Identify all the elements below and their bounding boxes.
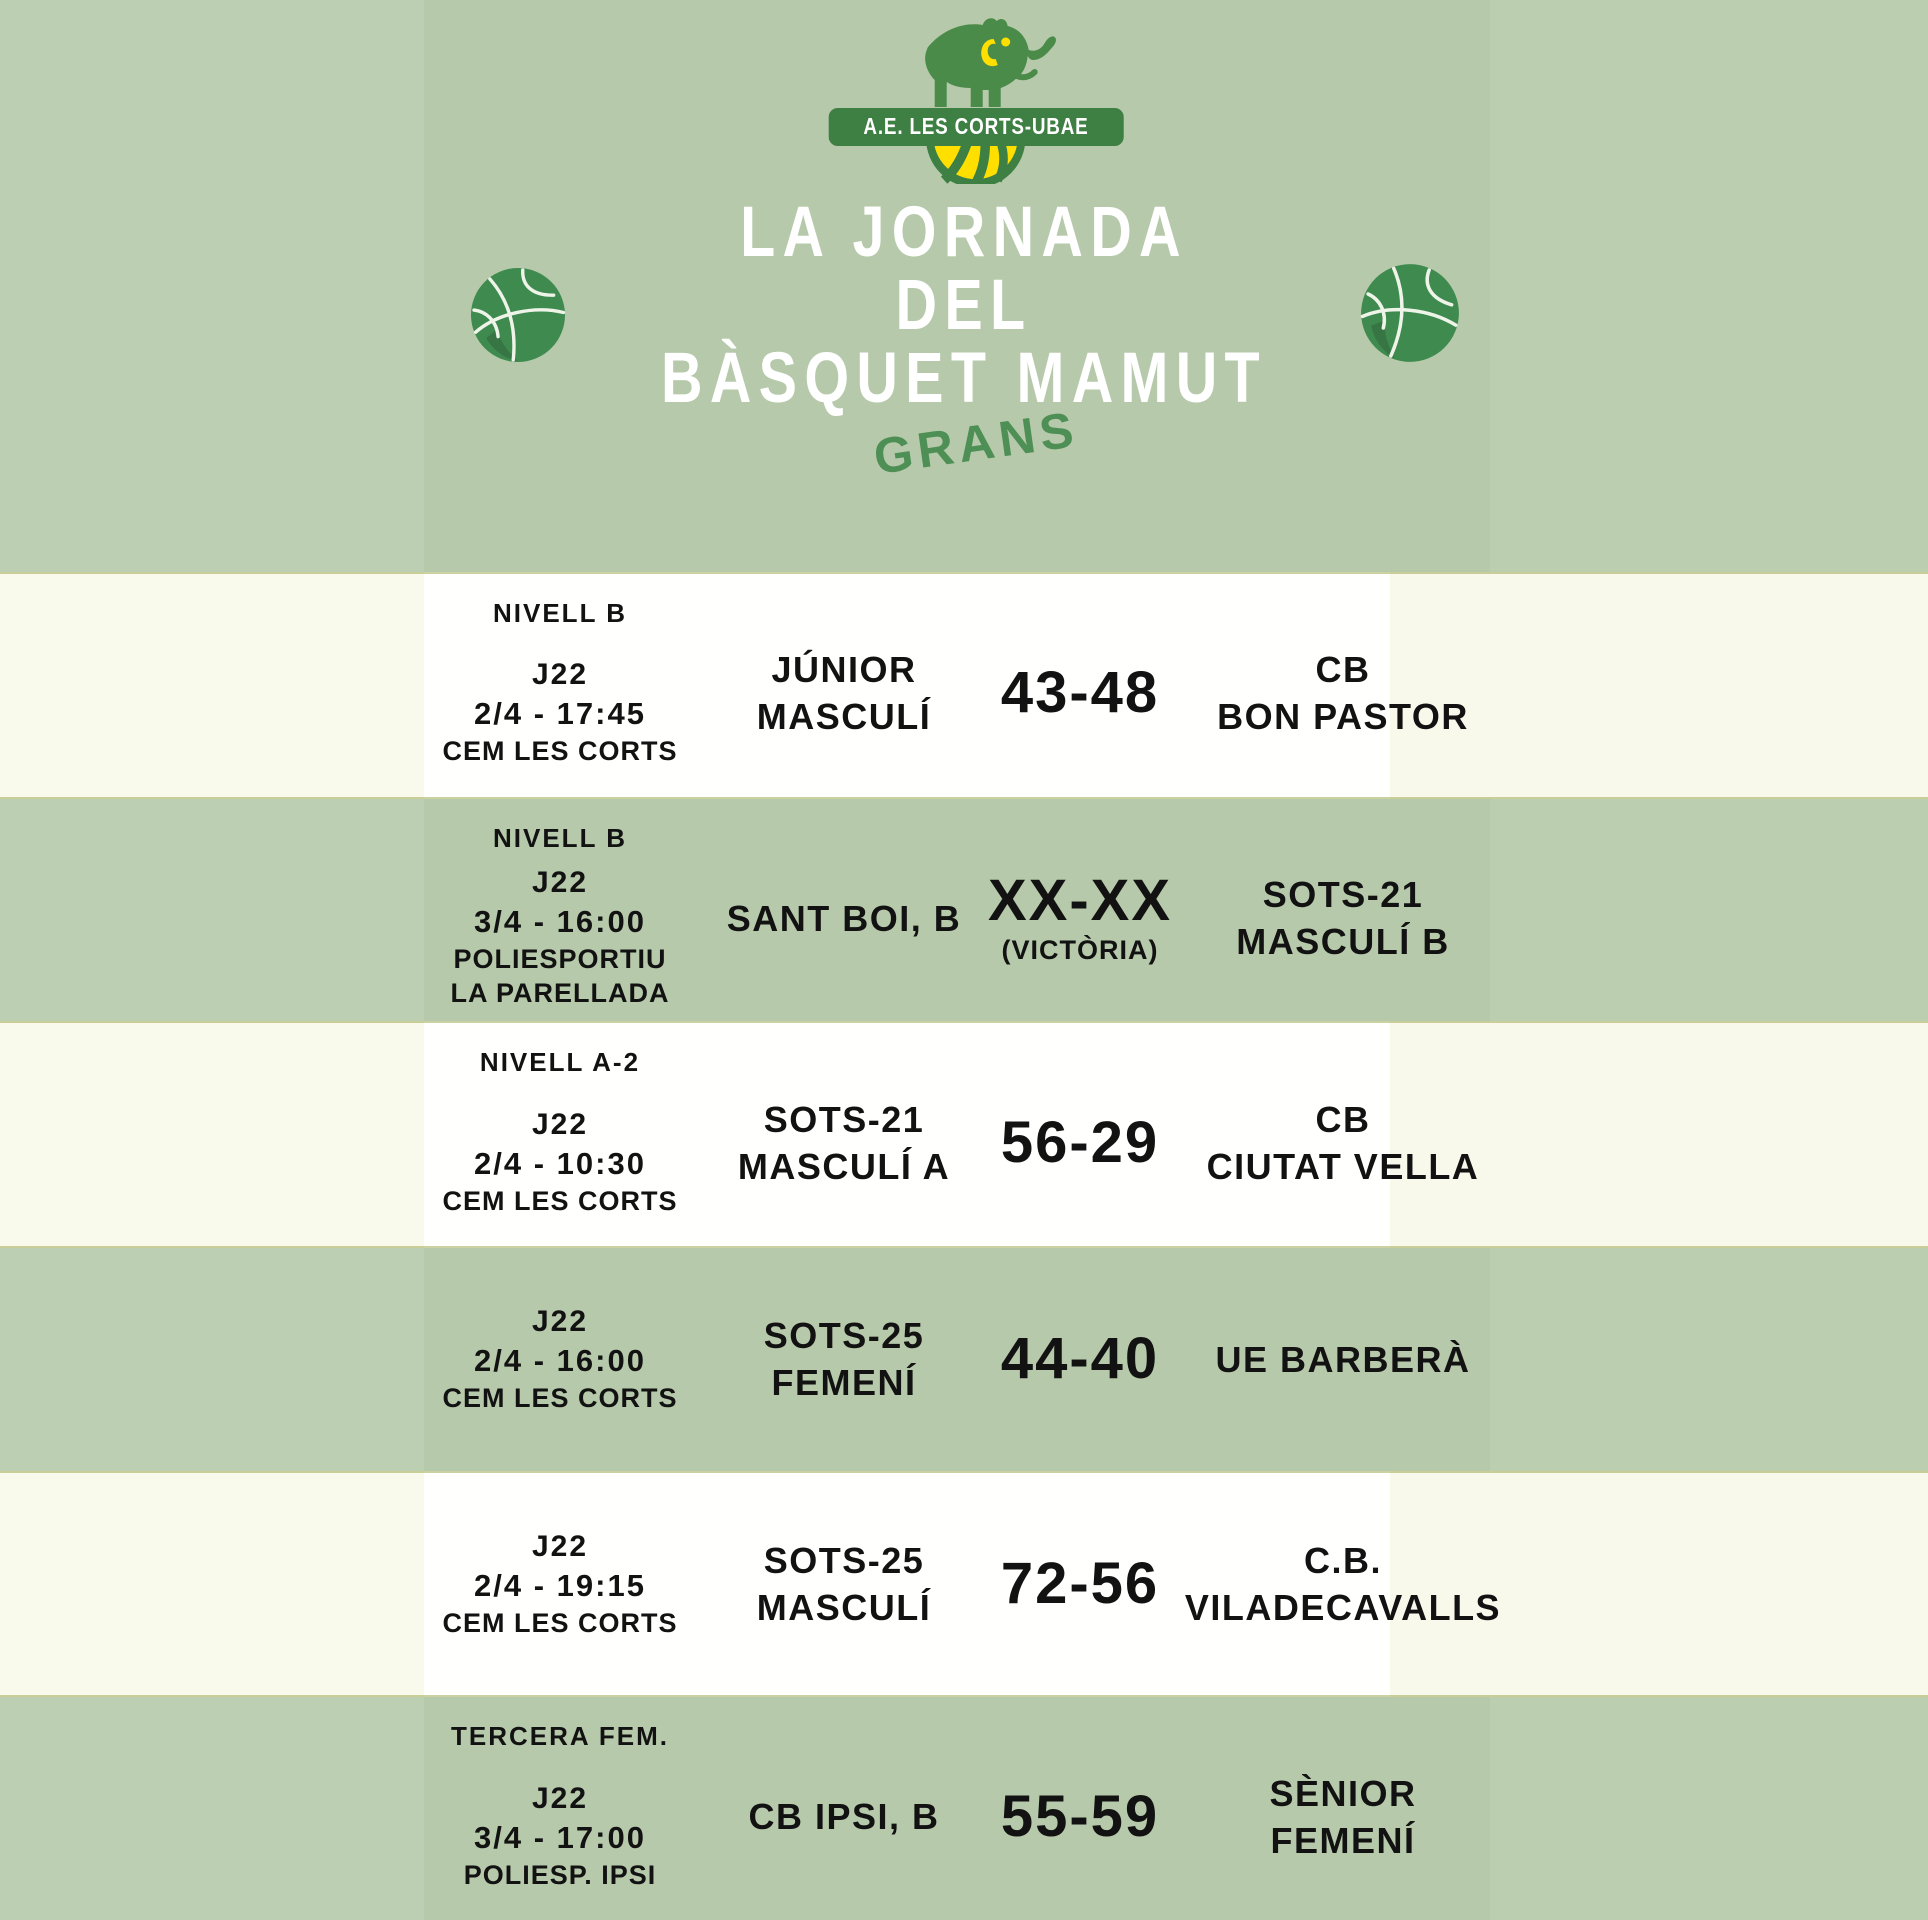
venue-label: POLIESP. IPSI — [463, 1859, 657, 1890]
home-team-label: FEMENÍ — [771, 1362, 917, 1404]
title-line-3: BÀSQUET MAMUT — [661, 339, 1267, 418]
match-meta — [405, 1697, 715, 1920]
home-team — [698, 574, 990, 797]
jornada-label: J22 — [531, 658, 589, 692]
score-value: 43-48 — [1000, 660, 1160, 726]
match-row — [0, 1697, 1928, 1920]
striped-ball-icon — [921, 140, 1031, 184]
away-team — [1148, 1697, 1538, 1920]
date-time-label: 2/4 - 19:15 — [474, 1568, 646, 1604]
match-row — [0, 1471, 1928, 1698]
away-team — [1148, 1473, 1538, 1696]
club-name-banner — [829, 108, 1124, 146]
home-team — [698, 799, 990, 1022]
home-team-label: SOTS-25 — [763, 1315, 925, 1357]
away-team-label: SOTS-21 — [1262, 874, 1424, 915]
match-meta — [405, 1473, 715, 1696]
match-meta — [405, 1248, 715, 1471]
home-team-label: MASCULÍ — [756, 1587, 932, 1629]
venue-label: CEM LES CORTS — [442, 1185, 678, 1216]
date-time-label: 2/4 - 16:00 — [474, 1343, 646, 1379]
away-team-label: CIUTAT VELLA — [1206, 1145, 1480, 1187]
mammoth-logo-icon — [891, 12, 1061, 112]
jornada-label: J22 — [531, 1305, 589, 1339]
home-team — [698, 1023, 990, 1246]
away-team — [1148, 1023, 1538, 1246]
jornada-label: J22 — [531, 1107, 589, 1141]
score-note: (VICTÒRIA) — [1001, 935, 1159, 965]
category-label: NIVELL A-2 — [479, 1047, 641, 1078]
title-line-1: LA JORNADA — [740, 193, 1188, 272]
date-time-label: 2/4 - 10:30 — [474, 1145, 646, 1181]
away-team — [1148, 574, 1538, 797]
match-row — [0, 799, 1928, 1022]
poster-subtitle: GRANS — [870, 400, 1082, 486]
score-value: 44-40 — [1000, 1326, 1160, 1392]
category-label: NIVELL B — [493, 822, 627, 853]
home-team-label: JÚNIOR — [771, 649, 917, 691]
away-team-label: FEMENÍ — [1270, 1819, 1416, 1861]
score-value: 55-59 — [1000, 1783, 1160, 1849]
jornada-label: J22 — [531, 866, 589, 899]
match-row — [0, 572, 1928, 799]
score-value: XX-XX — [987, 868, 1173, 933]
date-time-label: 3/4 - 16:00 — [474, 904, 646, 939]
match-row — [0, 1021, 1928, 1248]
score-value: 72-56 — [1000, 1551, 1160, 1617]
home-team-label: MASCULÍ — [756, 696, 932, 738]
home-team-label: SOTS-25 — [763, 1540, 925, 1582]
home-team-label: MASCULÍ A — [737, 1145, 951, 1187]
home-team — [698, 1473, 990, 1696]
away-team-label: VILADECAVALLS — [1184, 1587, 1502, 1629]
away-team-label: CB — [1315, 1098, 1371, 1140]
venue-label: POLIESPORTIU — [453, 944, 667, 974]
date-time-label: 3/4 - 17:00 — [474, 1819, 646, 1855]
away-team-label: CB — [1315, 649, 1371, 691]
home-team — [698, 1248, 990, 1471]
home-team-label: SOTS-21 — [763, 1098, 925, 1140]
score-value: 56-29 — [1000, 1109, 1160, 1175]
title-line-2: DEL — [895, 266, 1033, 345]
away-team — [1148, 799, 1538, 1022]
home-team-label: CB IPSI, B — [748, 1796, 940, 1838]
date-time-label: 2/4 - 17:45 — [474, 696, 646, 732]
results-table — [0, 572, 1928, 1920]
match-meta — [405, 574, 715, 797]
match-meta — [405, 799, 715, 1022]
away-team-label: BON PASTOR — [1217, 696, 1469, 738]
venue-label: CEM LES CORTS — [442, 1383, 678, 1414]
match-meta — [405, 1023, 715, 1246]
basketball-icon-right — [1353, 256, 1467, 370]
match-row — [0, 1248, 1928, 1471]
club-logo — [829, 12, 1124, 184]
away-team-label: SÈNIOR — [1269, 1772, 1417, 1814]
away-team-label: MASCULÍ B — [1236, 921, 1450, 962]
category-label: TERCERA FEM. — [450, 1721, 670, 1752]
venue-label: LA PARELLADA — [450, 978, 670, 1008]
jornada-label: J22 — [531, 1781, 589, 1815]
jornada-label: J22 — [531, 1530, 589, 1564]
away-team — [1148, 1248, 1538, 1471]
home-team-label: SANT BOI, B — [726, 897, 962, 939]
home-team — [698, 1697, 990, 1920]
venue-label: CEM LES CORTS — [442, 736, 678, 767]
basketball-icon-left — [459, 256, 578, 375]
category-label: NIVELL B — [493, 598, 627, 628]
away-team-label: UE BARBERÀ — [1215, 1338, 1471, 1380]
club-name-label: A.E. LES CORTS-UBAE — [863, 113, 1089, 139]
away-team-label: C.B. — [1304, 1540, 1382, 1582]
venue-label: CEM LES CORTS — [442, 1608, 678, 1639]
